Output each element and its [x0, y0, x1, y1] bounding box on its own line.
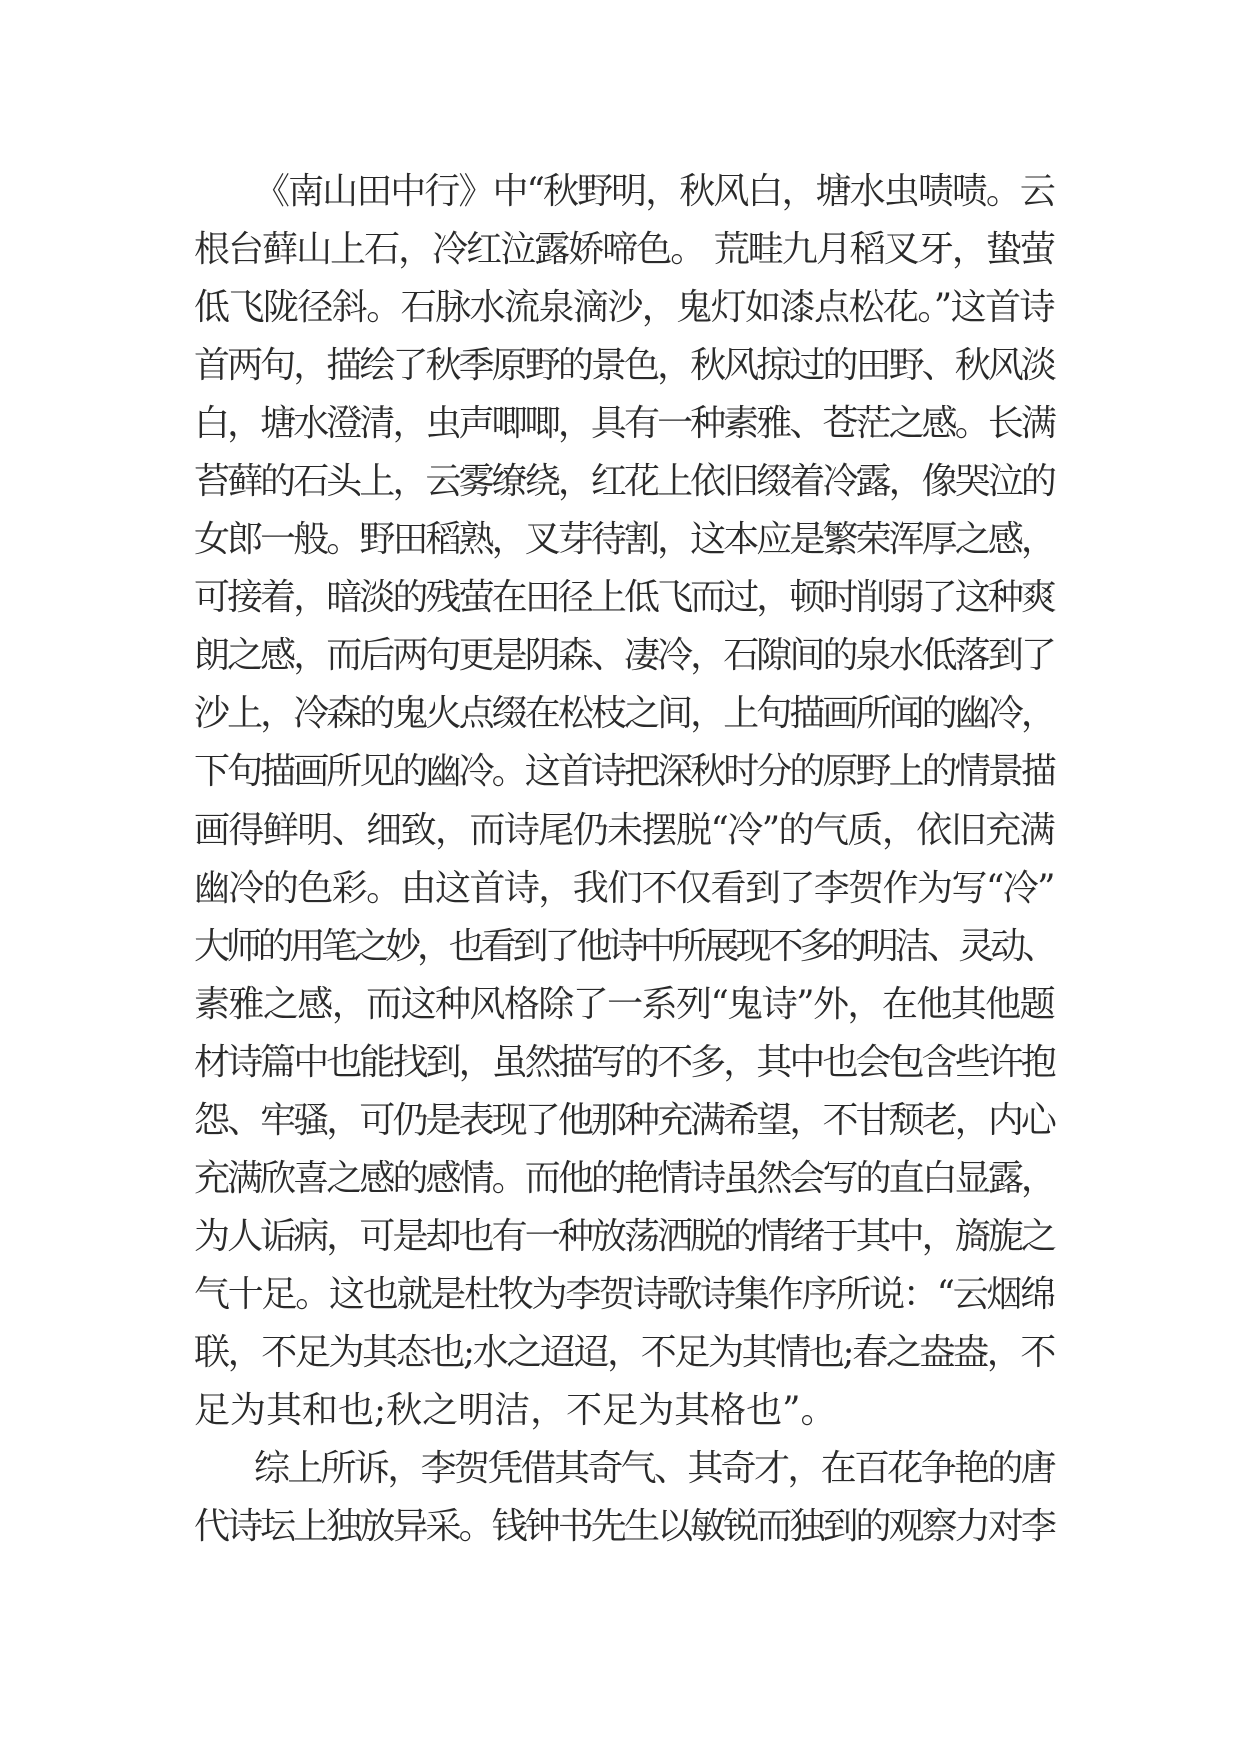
text-line: 首两句，描绘了秋季原野的景色，秋风掠过的田野、秋风淡 — [194, 345, 1054, 387]
text-line: 充满欣喜之感的感情。而他的艳情诗虽然会写的直白显露， — [194, 1157, 1054, 1199]
text-line: 朗之感，而后两句更是阴森、凄冷，石隙间的泉水低落到了 — [194, 635, 1054, 677]
text-line: 白，塘水澄清，虫声唧唧，具有一种素雅、苍茫之感。长满 — [194, 403, 1054, 445]
paragraph — [194, 1440, 1054, 1556]
text-line: 下句描画所见的幽冷。这首诗把深秋时分的原野上的情景描 — [194, 751, 1054, 793]
text-line: 为人诟病，可是却也有一种放荡洒脱的情绪于其中，旖旎之 — [194, 1215, 1054, 1257]
text-line: 《南山田中行》中“秋野明，秋风白，塘水虫啧啧。云 — [254, 171, 1054, 212]
text-line: 可接着，暗淡的残萤在田径上低飞而过，顿时削弱了这种爽 — [194, 577, 1054, 619]
text-line: 苔藓的石头上，云雾缭绕，红花上依旧缀着冷露，像哭泣的 — [194, 461, 1054, 503]
text-line: 联，不足为其态也;水之迢迢，不足为其情也;春之盎盎，不 — [194, 1331, 1054, 1373]
text-line: 沙上，冷森的鬼火点缀在松枝之间，上句描画所闻的幽冷， — [194, 693, 1054, 735]
text-line: 低飞陇径斜。石脉水流泉滴沙，鬼灯如漆点松花。”这首诗 — [194, 287, 1054, 329]
text-line: 材诗篇中也能找到，虽然描写的不多，其中也会包含些许抱 — [194, 1041, 1054, 1083]
text-line: 代诗坛上独放异采。钱钟书先生以敏锐而独到的观察力对李 — [194, 1506, 1054, 1548]
text-line: 画得鲜明、细致，而诗尾仍未摆脱“冷”的气质，依旧充满 — [194, 809, 1054, 851]
text-line: 根台藓山上石，冷红泣露娇啼色。 荒畦九月稻叉牙，蛰萤 — [194, 229, 1054, 271]
text-line: 幽冷的色彩。由这首诗，我们不仅看到了李贺作为写“冷” — [194, 867, 1054, 909]
text-line: 足为其和也;秋之明洁，不足为其格也”。 — [194, 1389, 837, 1431]
text-line: 气十足。这也就是杜牧为李贺诗歌诗集作序所说：“云烟绵 — [194, 1273, 1054, 1315]
text-line: 综上所诉，李贺凭借其奇气、其奇才，在百花争艳的唐 — [254, 1448, 1054, 1490]
text-line: 怨、牢骚，可仍是表现了他那种充满希望，不甘颓老，内心 — [194, 1099, 1054, 1141]
text-line: 素雅之感，而这种风格除了一系列“鬼诗”外，在他其他题 — [194, 983, 1054, 1025]
paragraph — [194, 163, 1054, 1440]
text-line: 大师的用笔之妙，也看到了他诗中所展现不多的明洁、灵动、 — [194, 925, 1054, 967]
body-text — [194, 163, 1054, 1556]
text-line: 女郎一般。野田稻熟，叉芽待割，这本应是繁荣浑厚之感， — [194, 519, 1054, 561]
